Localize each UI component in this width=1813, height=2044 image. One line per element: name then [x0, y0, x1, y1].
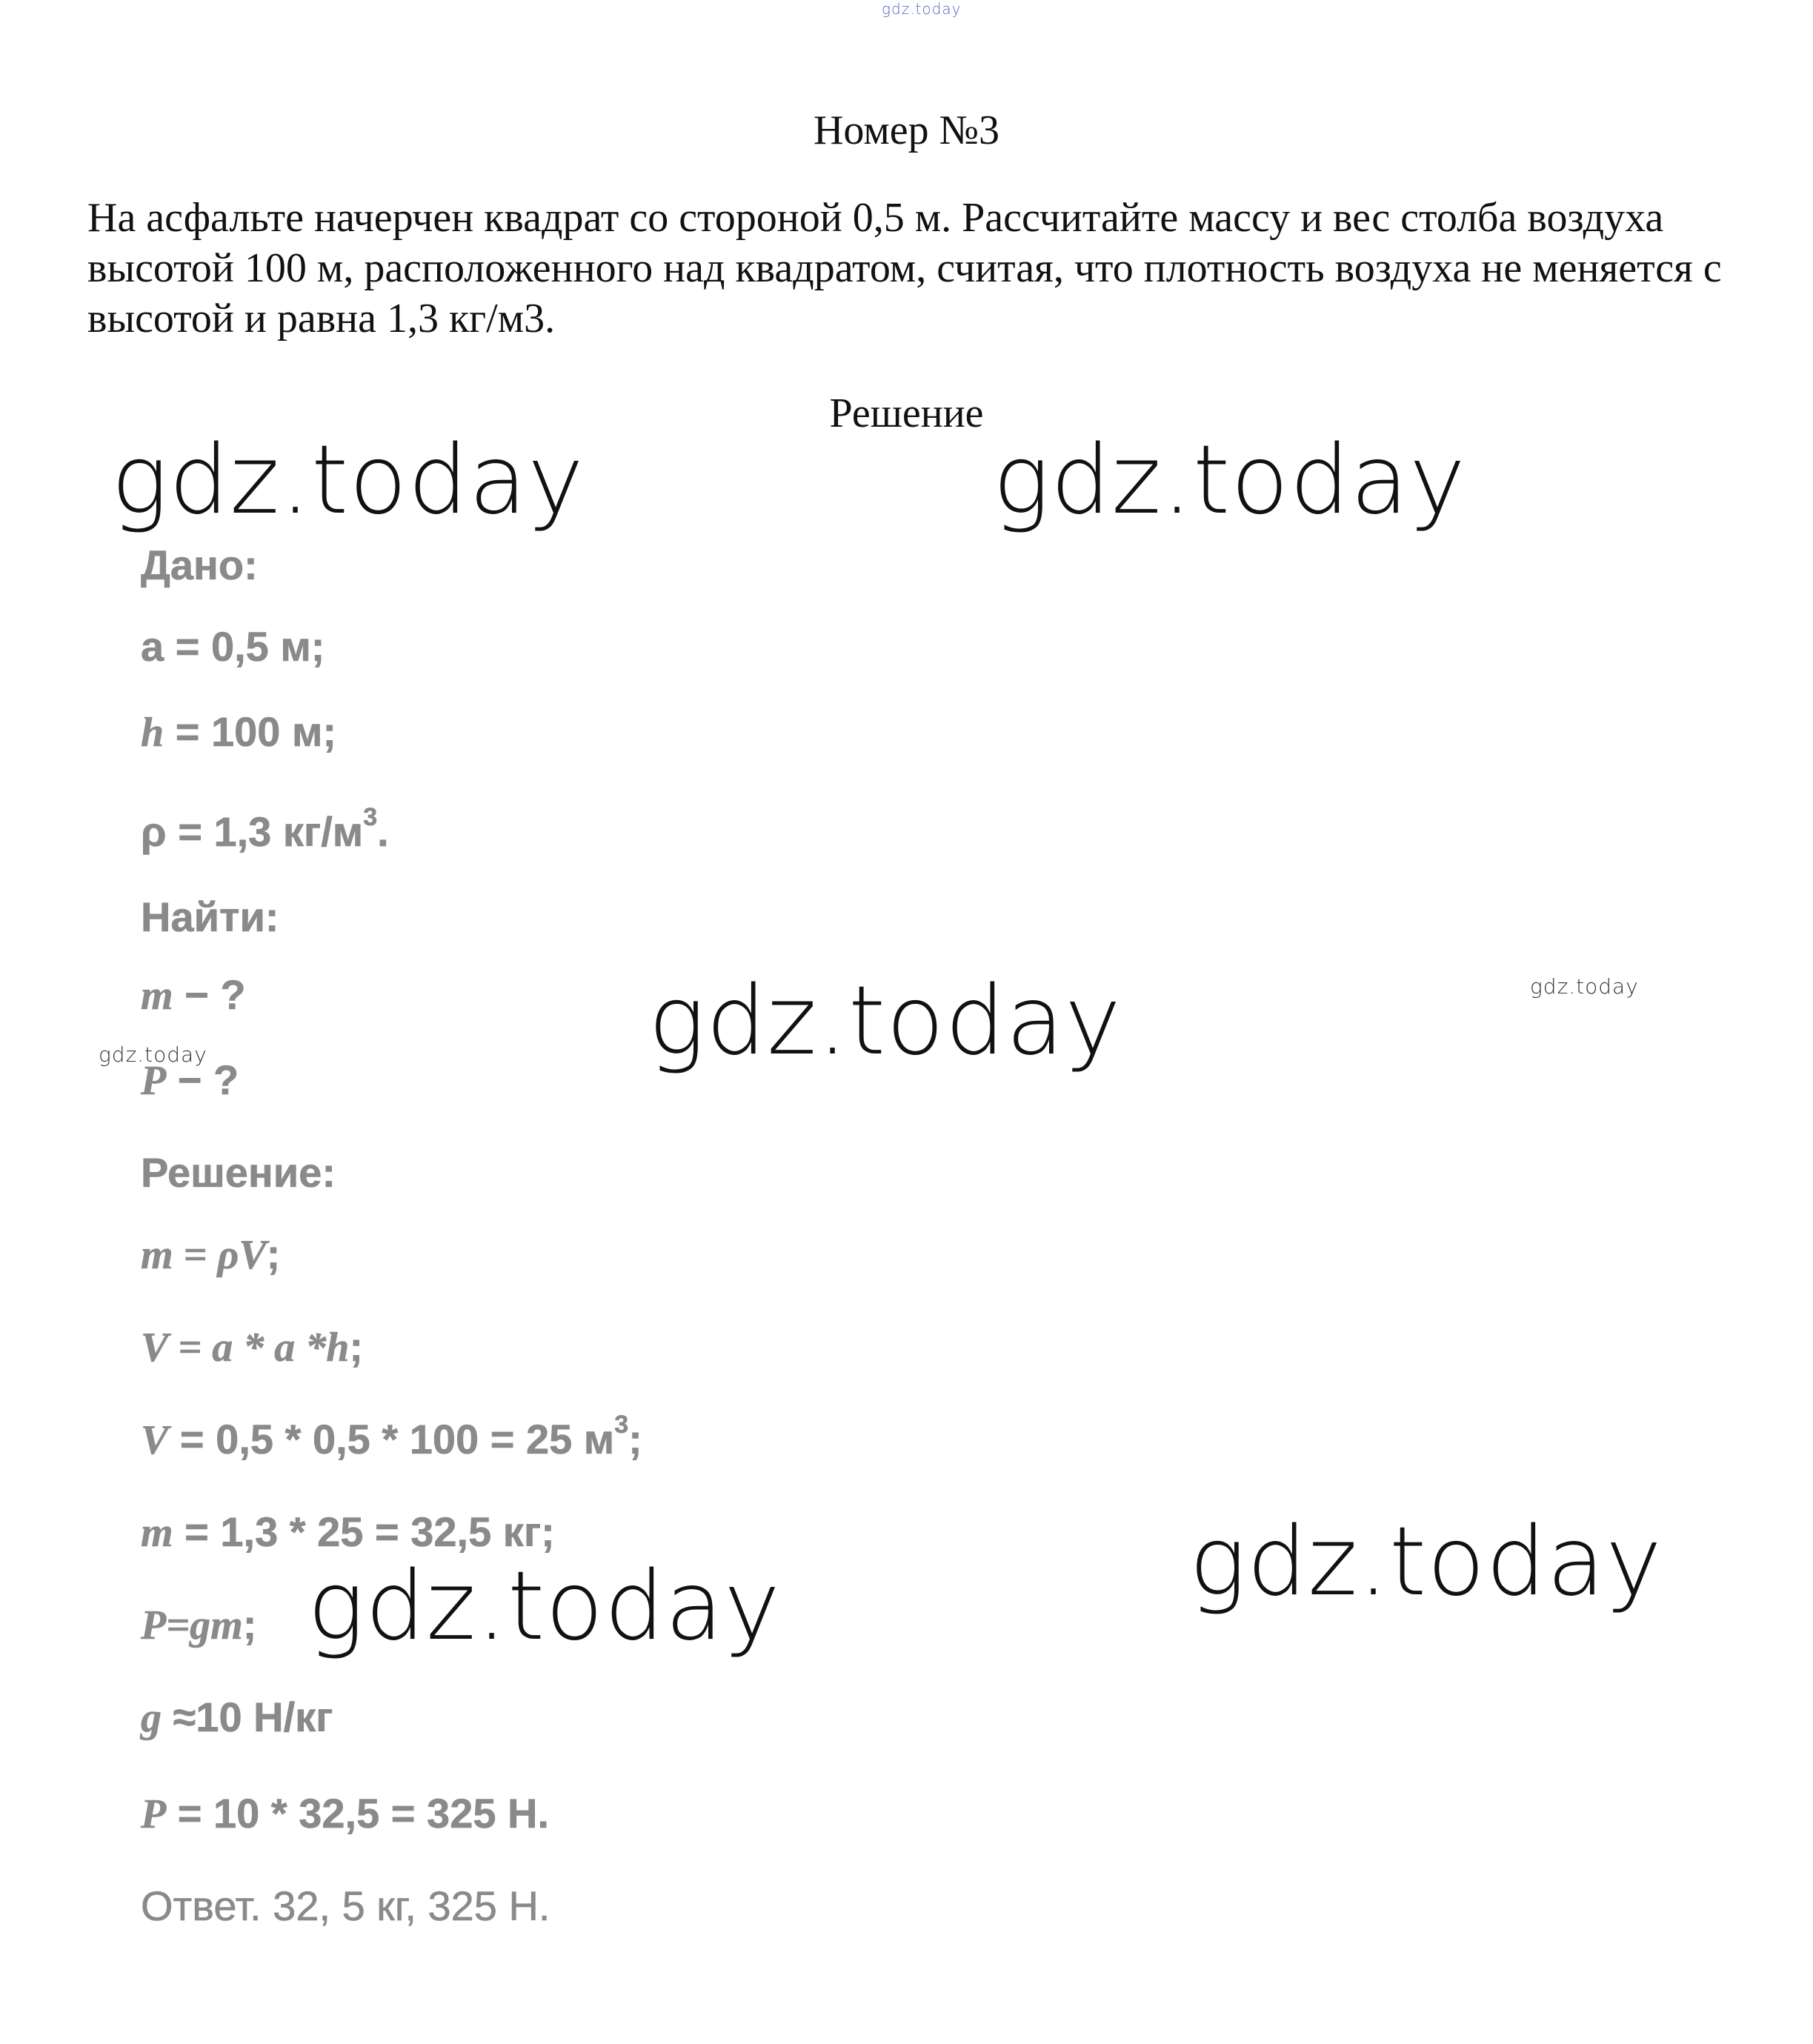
solution-line-3-rest: = 0,5 * 0,5 * 100 = 25 м — [168, 1416, 615, 1462]
solution-heading: Решение — [829, 390, 984, 436]
solution-line-6-rest: ≈10 Н/кг — [162, 1694, 333, 1740]
solution-line-6-var: g — [141, 1695, 162, 1741]
solution-line-6 — [141, 1694, 333, 1741]
given-rho-end: . — [377, 808, 389, 855]
given-rho-exp: 3 — [363, 803, 378, 831]
watermark-top: gdz.today — [882, 0, 962, 18]
solution-line-3-exp: 3 — [614, 1411, 629, 1439]
find-label: Найти: — [141, 893, 279, 940]
find-p-var: P — [141, 1058, 167, 1104]
watermark-3: gdz.today — [648, 966, 1122, 1076]
find-p-rest: − ? — [166, 1056, 239, 1103]
watermark-2: gdz.today — [993, 425, 1466, 536]
solution-line-1-end: ; — [266, 1231, 281, 1277]
solution-line-7-rest: = 10 * 32,5 = 325 Н. — [166, 1790, 550, 1837]
given-a: а = 0,5 м; — [141, 623, 325, 670]
solution-line-4-rest: = 1,3 * 25 = 32,5 кг; — [173, 1508, 555, 1555]
page-title: Номер №3 — [813, 107, 1000, 153]
find-m — [141, 971, 246, 1019]
problem-text: На асфальте начерчен квадрат со стороной 0,5 м. Рассчитайте массу и вес столба воздуха высотой 100 м, расположенного над квадратом, считая, что плотность воздуха не меняется с высотой и равна 1,3 кг/м3. — [87, 195, 1722, 342]
watermark-6: gdz.today — [1530, 974, 1639, 999]
solution-line-2 — [141, 1323, 364, 1371]
solution-line-2-end: ; — [349, 1323, 364, 1370]
find-m-var: m — [141, 973, 173, 1019]
find-m-rest: − ? — [173, 971, 246, 1018]
solution-label: Решение: — [141, 1149, 336, 1196]
solution-line-5-var: P=gm — [141, 1602, 243, 1648]
solution-line-5-end: ; — [242, 1601, 257, 1648]
solution-line-3-var: V — [141, 1417, 169, 1463]
given-h — [141, 708, 337, 756]
watermark-4: gdz.today — [1189, 1507, 1663, 1617]
solution-line-4-var: m — [141, 1510, 173, 1556]
solution-line-7 — [141, 1790, 550, 1837]
solution-line-1 — [141, 1231, 281, 1278]
solution-line-7-var: P — [141, 1791, 167, 1837]
watermark-7: gdz.today — [99, 1042, 207, 1067]
solution-line-4 — [141, 1508, 555, 1556]
find-p — [141, 1056, 239, 1104]
given-h-var: h — [141, 710, 164, 756]
given-label: Дано: — [141, 542, 258, 588]
given-rho-text: ρ = 1,3 кг/м — [141, 808, 364, 855]
solution-line-3-end: ; — [628, 1416, 642, 1462]
solution-line-5 — [141, 1601, 257, 1648]
given-rho — [141, 803, 389, 855]
solution-line-3 — [141, 1411, 642, 1463]
watermark-1: gdz.today — [111, 425, 585, 536]
solution-line-2-var: V = a * a *h — [141, 1325, 350, 1371]
given-h-rest: = 100 м; — [164, 708, 337, 755]
watermark-5: gdz.today — [307, 1551, 781, 1662]
solution-line-1-var: m = ρV — [141, 1232, 267, 1278]
answer: Ответ. 32, 5 кг, 325 Н. — [141, 1882, 550, 1929]
